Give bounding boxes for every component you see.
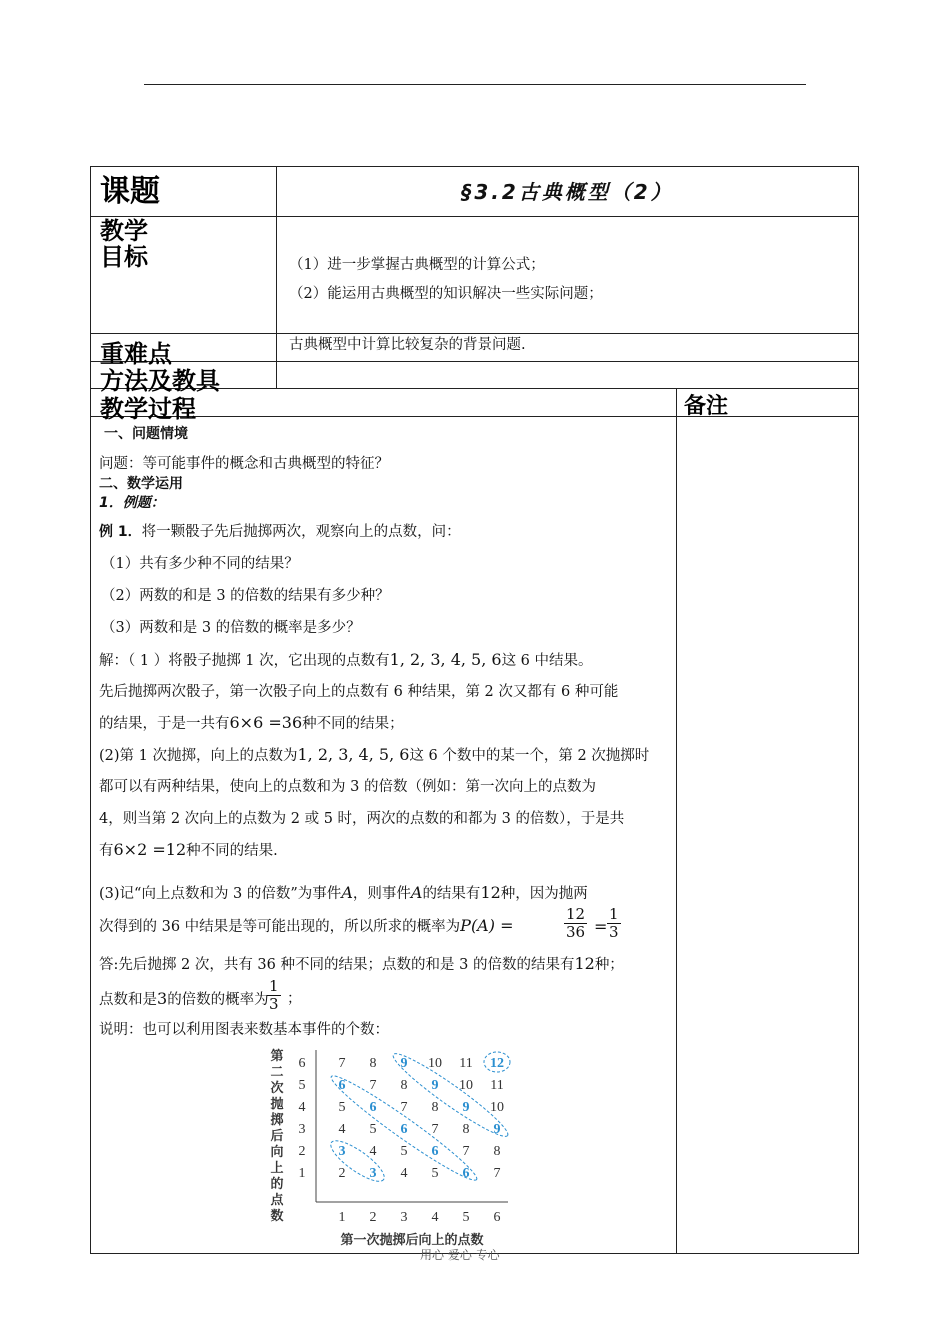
fraction-numerator: 12: [566, 905, 586, 923]
answer-line2-end: ；: [287, 991, 302, 1007]
table-cell-value: 8: [369, 1056, 377, 1071]
table-cell-value: 6: [431, 1144, 439, 1159]
table-cell-value: 8: [493, 1144, 501, 1159]
table-cell-value: 7: [369, 1078, 377, 1093]
table-cell-value: 2: [338, 1166, 346, 1181]
table-cell-value: 10: [459, 1078, 473, 1093]
table-cell-value: 9: [493, 1122, 501, 1137]
table-cell-value: 3: [338, 1144, 346, 1159]
x-axis-label: 第一次抛掷后向上的点数: [340, 1232, 484, 1247]
topic-title: §3.2古典概型（2）: [461, 180, 674, 204]
fraction-12-36: [564, 906, 587, 941]
question-2: （2）两数的和是 3 的倍数的结果有多少种？: [101, 588, 390, 604]
part3-text-b: ，则事件: [352, 886, 411, 902]
part2-tail: 这 6 个数中的某一个，第 2 次抛掷时: [409, 748, 650, 764]
section1-heading: 一、问题情境: [104, 426, 188, 442]
solution-2-line1: 先后抛掷两次骰子，第一次骰子向上的点数有 6 种结果，第 2 次又都有 6 种可能: [99, 684, 619, 700]
answer-line2-mid: 的倍数的概率为: [167, 992, 269, 1008]
table-cell-value: 12: [490, 1056, 504, 1071]
table-cell-value: 10: [490, 1100, 504, 1115]
answer-line2-text: 点数和是: [99, 992, 157, 1008]
count-12: 12: [480, 883, 501, 902]
table-cell-value: 4: [400, 1166, 408, 1181]
table-cell-value: 9: [431, 1078, 439, 1093]
part2-line4: [99, 841, 278, 860]
answer-line2: [99, 990, 269, 1009]
table-cell-value: 5: [369, 1122, 377, 1137]
row-divider: [90, 333, 859, 334]
part3-text-a: (3)记“向上点数和为 3 的倍数”为事件: [99, 886, 342, 902]
x-tick-label: 5: [462, 1210, 470, 1225]
fraction-numerator: 1: [269, 977, 279, 995]
table-cell-value: 11: [490, 1078, 504, 1093]
table-cell-value: 11: [459, 1056, 473, 1071]
y-tick-label: 3: [298, 1122, 306, 1137]
solution-2-line2: [99, 714, 404, 733]
table-cell-value: 7: [431, 1122, 439, 1137]
answer-text: 答:先后抛掷 2 次，共有 36 种不同的结果；点数的和是 3 的倍数的结果有: [99, 957, 575, 973]
y-axis-label: 第二次抛掷后向上的点数: [270, 1048, 284, 1223]
dice-sum-table: [262, 1044, 522, 1252]
sum-3-highlight-oval: [326, 1134, 390, 1187]
x-tick-label: 2: [369, 1210, 377, 1225]
y-tick-label: 6: [298, 1056, 306, 1071]
part2-line4-text: 有: [99, 843, 114, 859]
solution-1-tail: 这 6 中结果。: [501, 653, 593, 669]
table-cell-value: 8: [431, 1100, 439, 1115]
fraction-denominator: 36: [566, 923, 586, 941]
example-1: [99, 523, 461, 541]
table-cell-value: 5: [431, 1166, 439, 1181]
part3-text-c: 的结果有: [422, 886, 481, 902]
solution-1-math: 1, 2, 3, 4, 5, 6: [389, 650, 502, 669]
objective-2: （2）能运用古典概型的知识解决一些实际问题；: [289, 286, 603, 302]
table-cell-value: 10: [428, 1056, 442, 1071]
y-tick-label: 4: [298, 1100, 306, 1115]
part2-line3: 4，则当第 2 次向上的点数为 2 或 5 时，两次的点数的和都为 3 的倍数），于是共: [99, 811, 625, 827]
y-tick-label: 1: [298, 1166, 306, 1181]
question-1: （1）共有多少种不同的结果？: [101, 556, 299, 572]
table-cell-value: 8: [462, 1122, 470, 1137]
table-cell-value: 3: [369, 1166, 377, 1181]
table-cell-value: 6: [369, 1100, 377, 1115]
event-a-2: A: [410, 883, 423, 902]
part2-text: (2)第 1 次抛掷，向上的点数为: [99, 748, 298, 764]
answer-line1: [99, 955, 624, 974]
part2-line2: 都可以有两种结果，使向上的点数和为 3 的倍数（例如：第一次向上的点数为: [99, 779, 596, 795]
table-cell-value: 5: [338, 1100, 346, 1115]
x-tick-label: 4: [431, 1210, 439, 1225]
y-tick-label: 2: [298, 1144, 306, 1159]
part2-math: 1, 2, 3, 4, 5, 6: [297, 745, 410, 764]
label-objectives: 教学 目标: [100, 217, 148, 271]
table-cell-value: 7: [400, 1100, 408, 1115]
example-label: 例 1．: [99, 524, 142, 540]
label-process: 教学过程: [100, 395, 196, 423]
x-tick-label: 1: [338, 1210, 346, 1225]
label-topic: 课题: [100, 174, 160, 209]
fraction-1-3: [607, 906, 621, 941]
answer-3: 3: [157, 989, 168, 1008]
equals-sign: =: [594, 917, 608, 936]
table-cell-value: 9: [400, 1056, 408, 1071]
section2-subheading: 1．例题：: [99, 495, 165, 511]
section2-heading: 二、数学运用: [99, 476, 183, 492]
label-difficulty: 重难点: [100, 340, 172, 368]
part3-line2-text: 次得到的 36 中结果是等可能出现的，所以所求的概率为: [99, 919, 461, 935]
probability-expr: P(A) =: [460, 916, 514, 935]
table-cell-value: 6: [462, 1166, 470, 1181]
table-cell-value: 9: [462, 1100, 470, 1115]
table-cell-value: 6: [400, 1122, 408, 1137]
footer-text: 用心 爱心 专心: [420, 1248, 500, 1262]
answer-fraction: [267, 978, 281, 1013]
part2-line4-tail: 种不同的结果.: [186, 843, 278, 859]
part3-text-d: 种，因为抛两: [500, 886, 588, 902]
table-cell-value: 5: [400, 1144, 408, 1159]
objective-1: （1）进一步掌握古典概型的计算公式；: [289, 257, 545, 273]
solution-2-math: 6×6 =36: [229, 713, 303, 732]
solution-2-tail: 种不同的结果；: [302, 716, 404, 732]
example-text: 将一颗骰子先后抛掷两次，观察向上的点数，问：: [141, 524, 461, 540]
table-cell-value: 8: [400, 1078, 408, 1093]
answer-12: 12: [574, 954, 595, 973]
fraction-denominator: 3: [609, 923, 619, 941]
label-notes: 备注: [684, 394, 729, 419]
answer-tail: 种；: [594, 957, 624, 973]
part3-line1: [99, 884, 588, 903]
part2-math2: 6×2 =12: [113, 840, 187, 859]
label-methods: 方法及教具: [100, 367, 220, 395]
fraction-denominator: 3: [269, 995, 279, 1013]
table-cell-value: 4: [338, 1122, 346, 1137]
section1-question: 问题：等可能事件的概念和古典概型的特征？: [99, 456, 389, 472]
header-rule: [144, 84, 806, 85]
table-cell-value: 7: [338, 1056, 346, 1071]
question-3: （3）两数和是 3 的倍数的概率是多少？: [101, 620, 361, 636]
column-divider: [676, 388, 677, 1254]
y-tick-label: 5: [298, 1078, 306, 1093]
row-divider: [90, 216, 859, 217]
table-cell-value: 7: [493, 1166, 501, 1181]
difficulty-text: 古典概型中计算比较复杂的背景问题.: [289, 337, 526, 353]
x-tick-label: 6: [493, 1210, 501, 1225]
solution-1: [99, 651, 593, 670]
x-tick-label: 3: [400, 1210, 408, 1225]
fraction-numerator: 1: [609, 905, 619, 923]
solution-2-text: 的结果，于是一共有: [99, 716, 230, 732]
note-text: 说明：也可以利用图表来数基本事件的个数：: [99, 1022, 389, 1038]
table-cell-value: 7: [462, 1144, 470, 1159]
table-cell-value: 4: [369, 1144, 377, 1159]
event-a: A: [341, 883, 353, 902]
row-divider: [90, 416, 859, 417]
solution-1-text: 解：（ 1 ）将骰子抛掷 1 次，它出现的点数有: [99, 653, 390, 669]
part3-line2: [99, 917, 513, 936]
part2-line1: [99, 746, 649, 765]
table-cell-value: 6: [338, 1078, 346, 1093]
